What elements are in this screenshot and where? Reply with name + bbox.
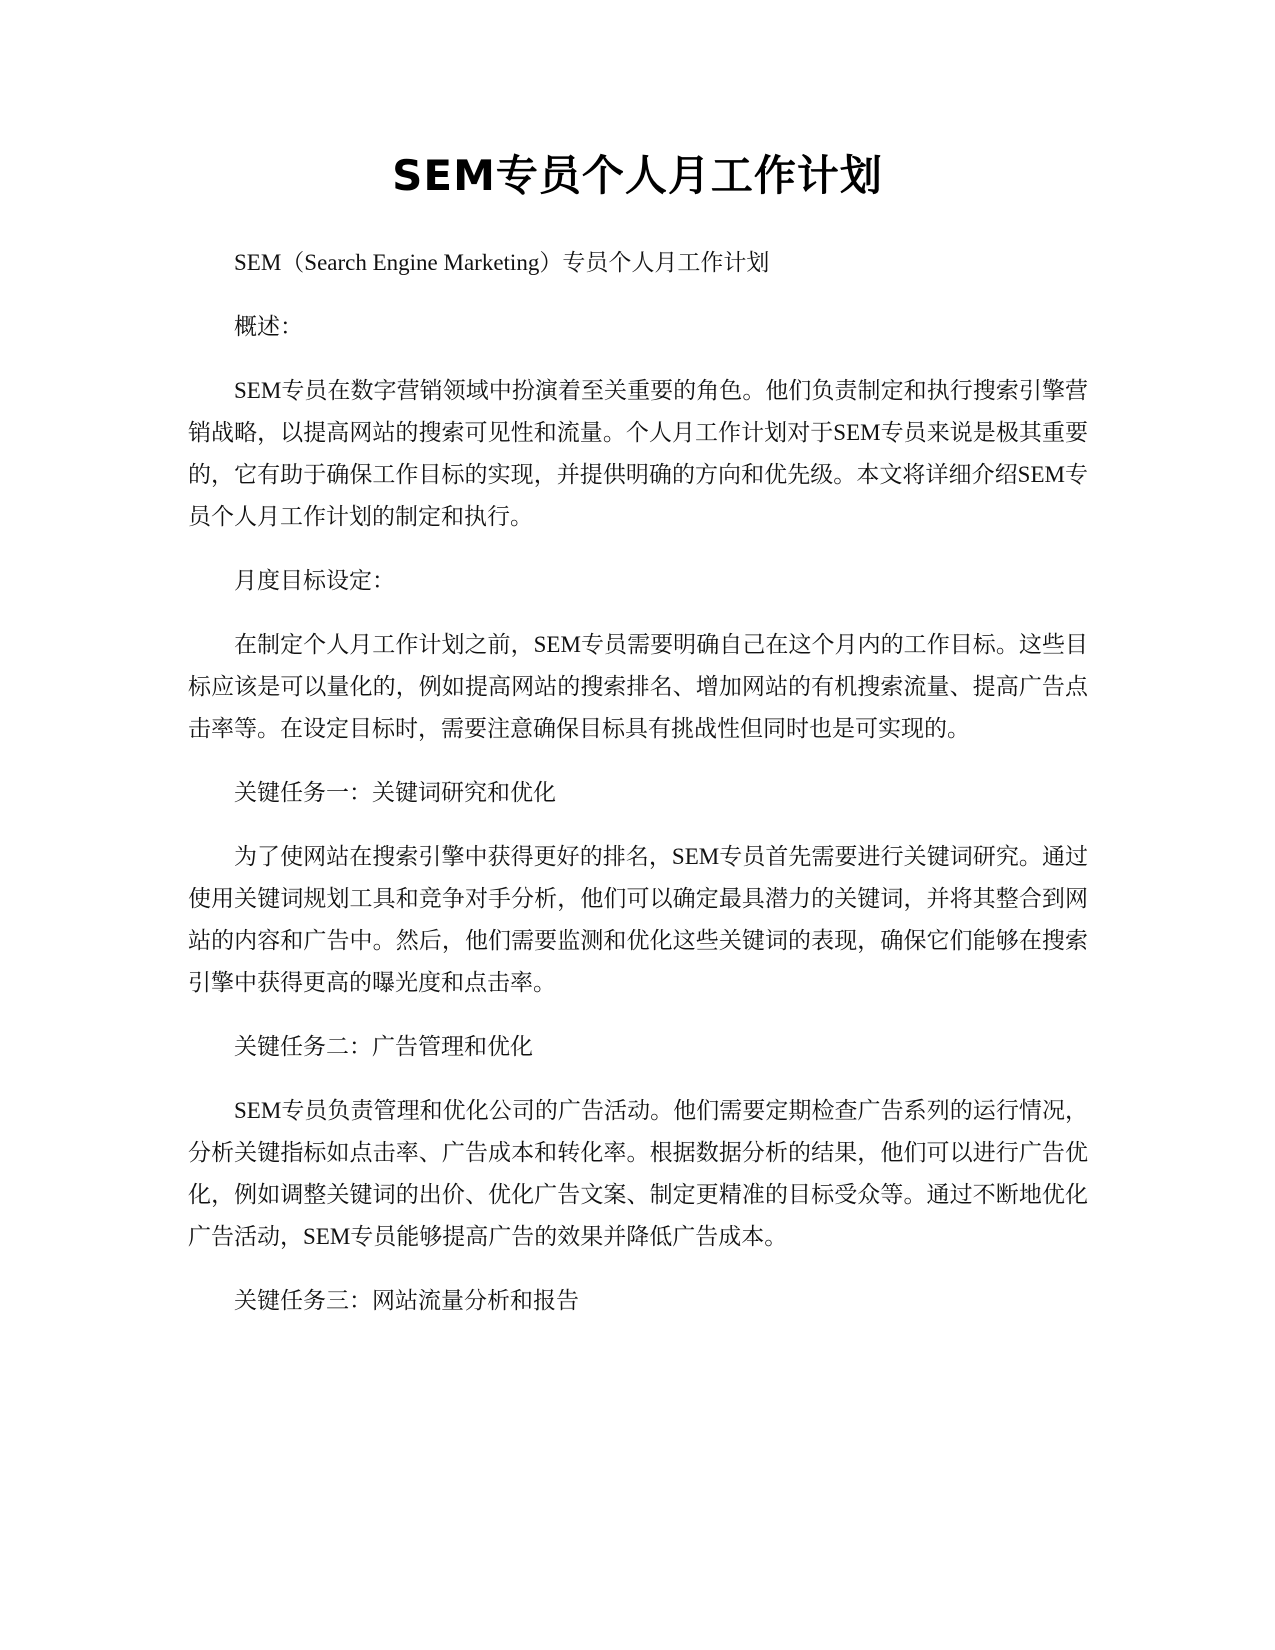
heading-task-two: 关键任务二：广告管理和优化 (234, 1034, 533, 1059)
document-body (188, 242, 1088, 1344)
paragraph-intro: SEM（Search Engine Marketing）专员个人月工作计划 (234, 250, 770, 275)
document-title: SEM专员个人月工作计划 (392, 151, 883, 200)
heading-monthly-goals: 月度目标设定： (234, 568, 395, 593)
paragraph-monthly-goals: 在制定个人月工作计划之前，SEM专员需要明确自己在这个月内的工作目标。这些目标应该是可以量化的，例如提高网站的搜索排名、增加网站的有机搜索流量、提高广告点击率等。在设定目标时，需要注意确保目标具有挑战性但同时也是可实现的。 (188, 632, 1088, 741)
heading-task-one: 关键任务一：关键词研究和优化 (234, 780, 556, 805)
paragraph-task-two: SEM专员负责管理和优化公司的广告活动。他们需要定期检查广告系列的运行情况，分析关键指标如点击率、广告成本和转化率。根据数据分析的结果，他们可以进行广告优化，例如调整关键词的出价、优化广告文案、制定更精准的目标受众等。通过不断地优化广告活动，SEM专员能够提高广告的效果并降低广告成本。 (188, 1098, 1088, 1249)
heading-overview: 概述： (234, 314, 303, 339)
heading-task-three: 关键任务三：网站流量分析和报告 (234, 1288, 579, 1313)
paragraph-overview: SEM专员在数字营销领域中扮演着至关重要的角色。他们负责制定和执行搜索引擎营销战略，以提高网站的搜索可见性和流量。个人月工作计划对于SEM专员来说是极其重要的，它有助于确保工作目标的实现，并提供明确的方向和优先级。本文将详细介绍SEM专员个人月工作计划的制定和执行。 (188, 378, 1088, 529)
paragraph-task-one: 为了使网站在搜索引擎中获得更好的排名，SEM专员首先需要进行关键词研究。通过使用关键词规划工具和竞争对手分析，他们可以确定最具潜力的关键词，并将其整合到网站的内容和广告中。然后，他们需要监测和优化这些关键词的表现，确保它们能够在搜索引擎中获得更高的曝光度和点击率。 (188, 844, 1088, 995)
